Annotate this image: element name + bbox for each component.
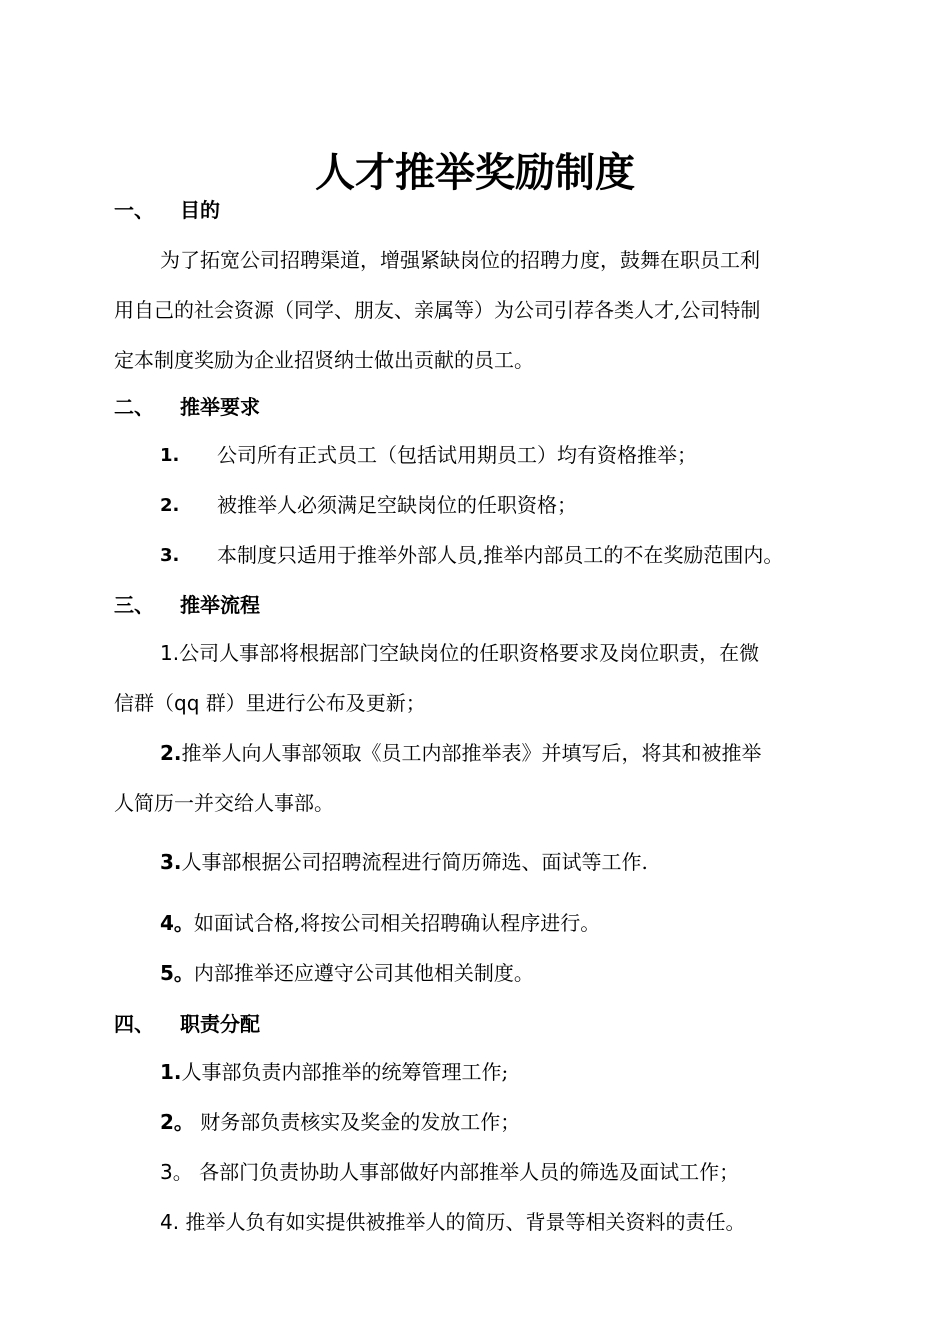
list-item-number: 1. (160, 641, 180, 665)
list-item-number: 4。 (160, 911, 194, 935)
list-item-number: 1. (160, 1060, 182, 1084)
list-item-text: 公司所有正式员工（包括试用期员工）均有资格推举； (217, 443, 697, 467)
paragraph-line: 定本制度奖励为企业招贤纳士做出贡献的员工。 (114, 348, 534, 372)
list-item-number: 3. (160, 850, 182, 874)
list-item-text: 推举人向人事部领取《员工内部推举表》并填写后，将其和被推举 (181, 741, 762, 765)
list-item-number: 3。 (160, 1160, 193, 1184)
list-item (160, 1058, 508, 1086)
list-item-text: 各部门负责协助人事部做好内部推举人员的筛选及面试工作； (192, 1160, 740, 1184)
paragraph-line: 为了拓宽公司招聘渠道，增强紧缺岗位的招聘力度，鼓舞在职员工利 (160, 248, 760, 272)
list-item (160, 739, 762, 767)
section-title: 推举要求 (180, 395, 260, 419)
list-item-number: 2。 (160, 1110, 194, 1134)
list-item-continuation: 人简历一并交给人事部。 (114, 791, 334, 815)
list-item-text: 人事部根据公司招聘流程进行简历筛选、面试等工作. (181, 850, 648, 874)
section-number: 二、 (114, 395, 154, 419)
section-heading-requirements (114, 393, 260, 421)
list-item (160, 1208, 745, 1236)
list-item-number: 4. (160, 1210, 180, 1234)
list-item-number: 1. (160, 445, 180, 466)
section-heading-responsibilities (114, 1010, 260, 1038)
section-title: 推举流程 (180, 593, 260, 617)
text-fragment: 群）里进行公布及更新； (199, 691, 426, 715)
list-item (160, 848, 648, 876)
list-item (160, 959, 534, 987)
list-item-number: 2. (160, 495, 180, 516)
list-item-continuation (114, 689, 426, 717)
list-item-text: 人事部负责内部推举的统筹管理工作; (181, 1060, 509, 1084)
text-fragment: qq (174, 691, 200, 715)
list-item-number: 5。 (160, 961, 194, 985)
text-fragment: 信群（ (114, 691, 174, 715)
paragraph-line: 用自己的社会资源（同学、朋友、亲属等）为公司引荐各类人才,公司特制 (114, 298, 761, 322)
section-heading-purpose (114, 196, 220, 224)
list-item-number: 2. (160, 741, 182, 765)
list-item (160, 1158, 739, 1186)
section-title: 目的 (180, 198, 220, 222)
section-number: 三、 (114, 593, 154, 617)
list-item-text: 被推举人必须满足空缺岗位的任职资格； (217, 493, 577, 517)
section-title: 职责分配 (180, 1012, 260, 1036)
list-item (160, 909, 600, 937)
list-item-text: 本制度只适用于推举外部人员,推举内部员工的不在奖励范围内。 (217, 543, 784, 567)
list-item-text: 推举人负有如实提供被推举人的简历、背景等相关资料的责任。 (179, 1210, 746, 1234)
list-item-text: 内部推举还应遵守公司其他相关制度。 (193, 961, 534, 985)
list-item-text: 公司人事部将根据部门空缺岗位的任职资格要求及岗位职责，在微 (179, 641, 760, 665)
list-item-number: 3. (160, 545, 180, 566)
section-number: 四、 (114, 1012, 154, 1036)
page-title: 人才推举奖励制度 (315, 149, 635, 196)
list-item-text: 如面试合格,将按公司相关招聘确认程序进行。 (193, 911, 601, 935)
section-number: 一、 (114, 198, 154, 222)
list-item-text: 财务部负责核实及奖金的发放工作； (193, 1110, 521, 1134)
list-item (160, 639, 759, 667)
list-item (160, 1108, 520, 1136)
section-heading-process (114, 591, 260, 619)
